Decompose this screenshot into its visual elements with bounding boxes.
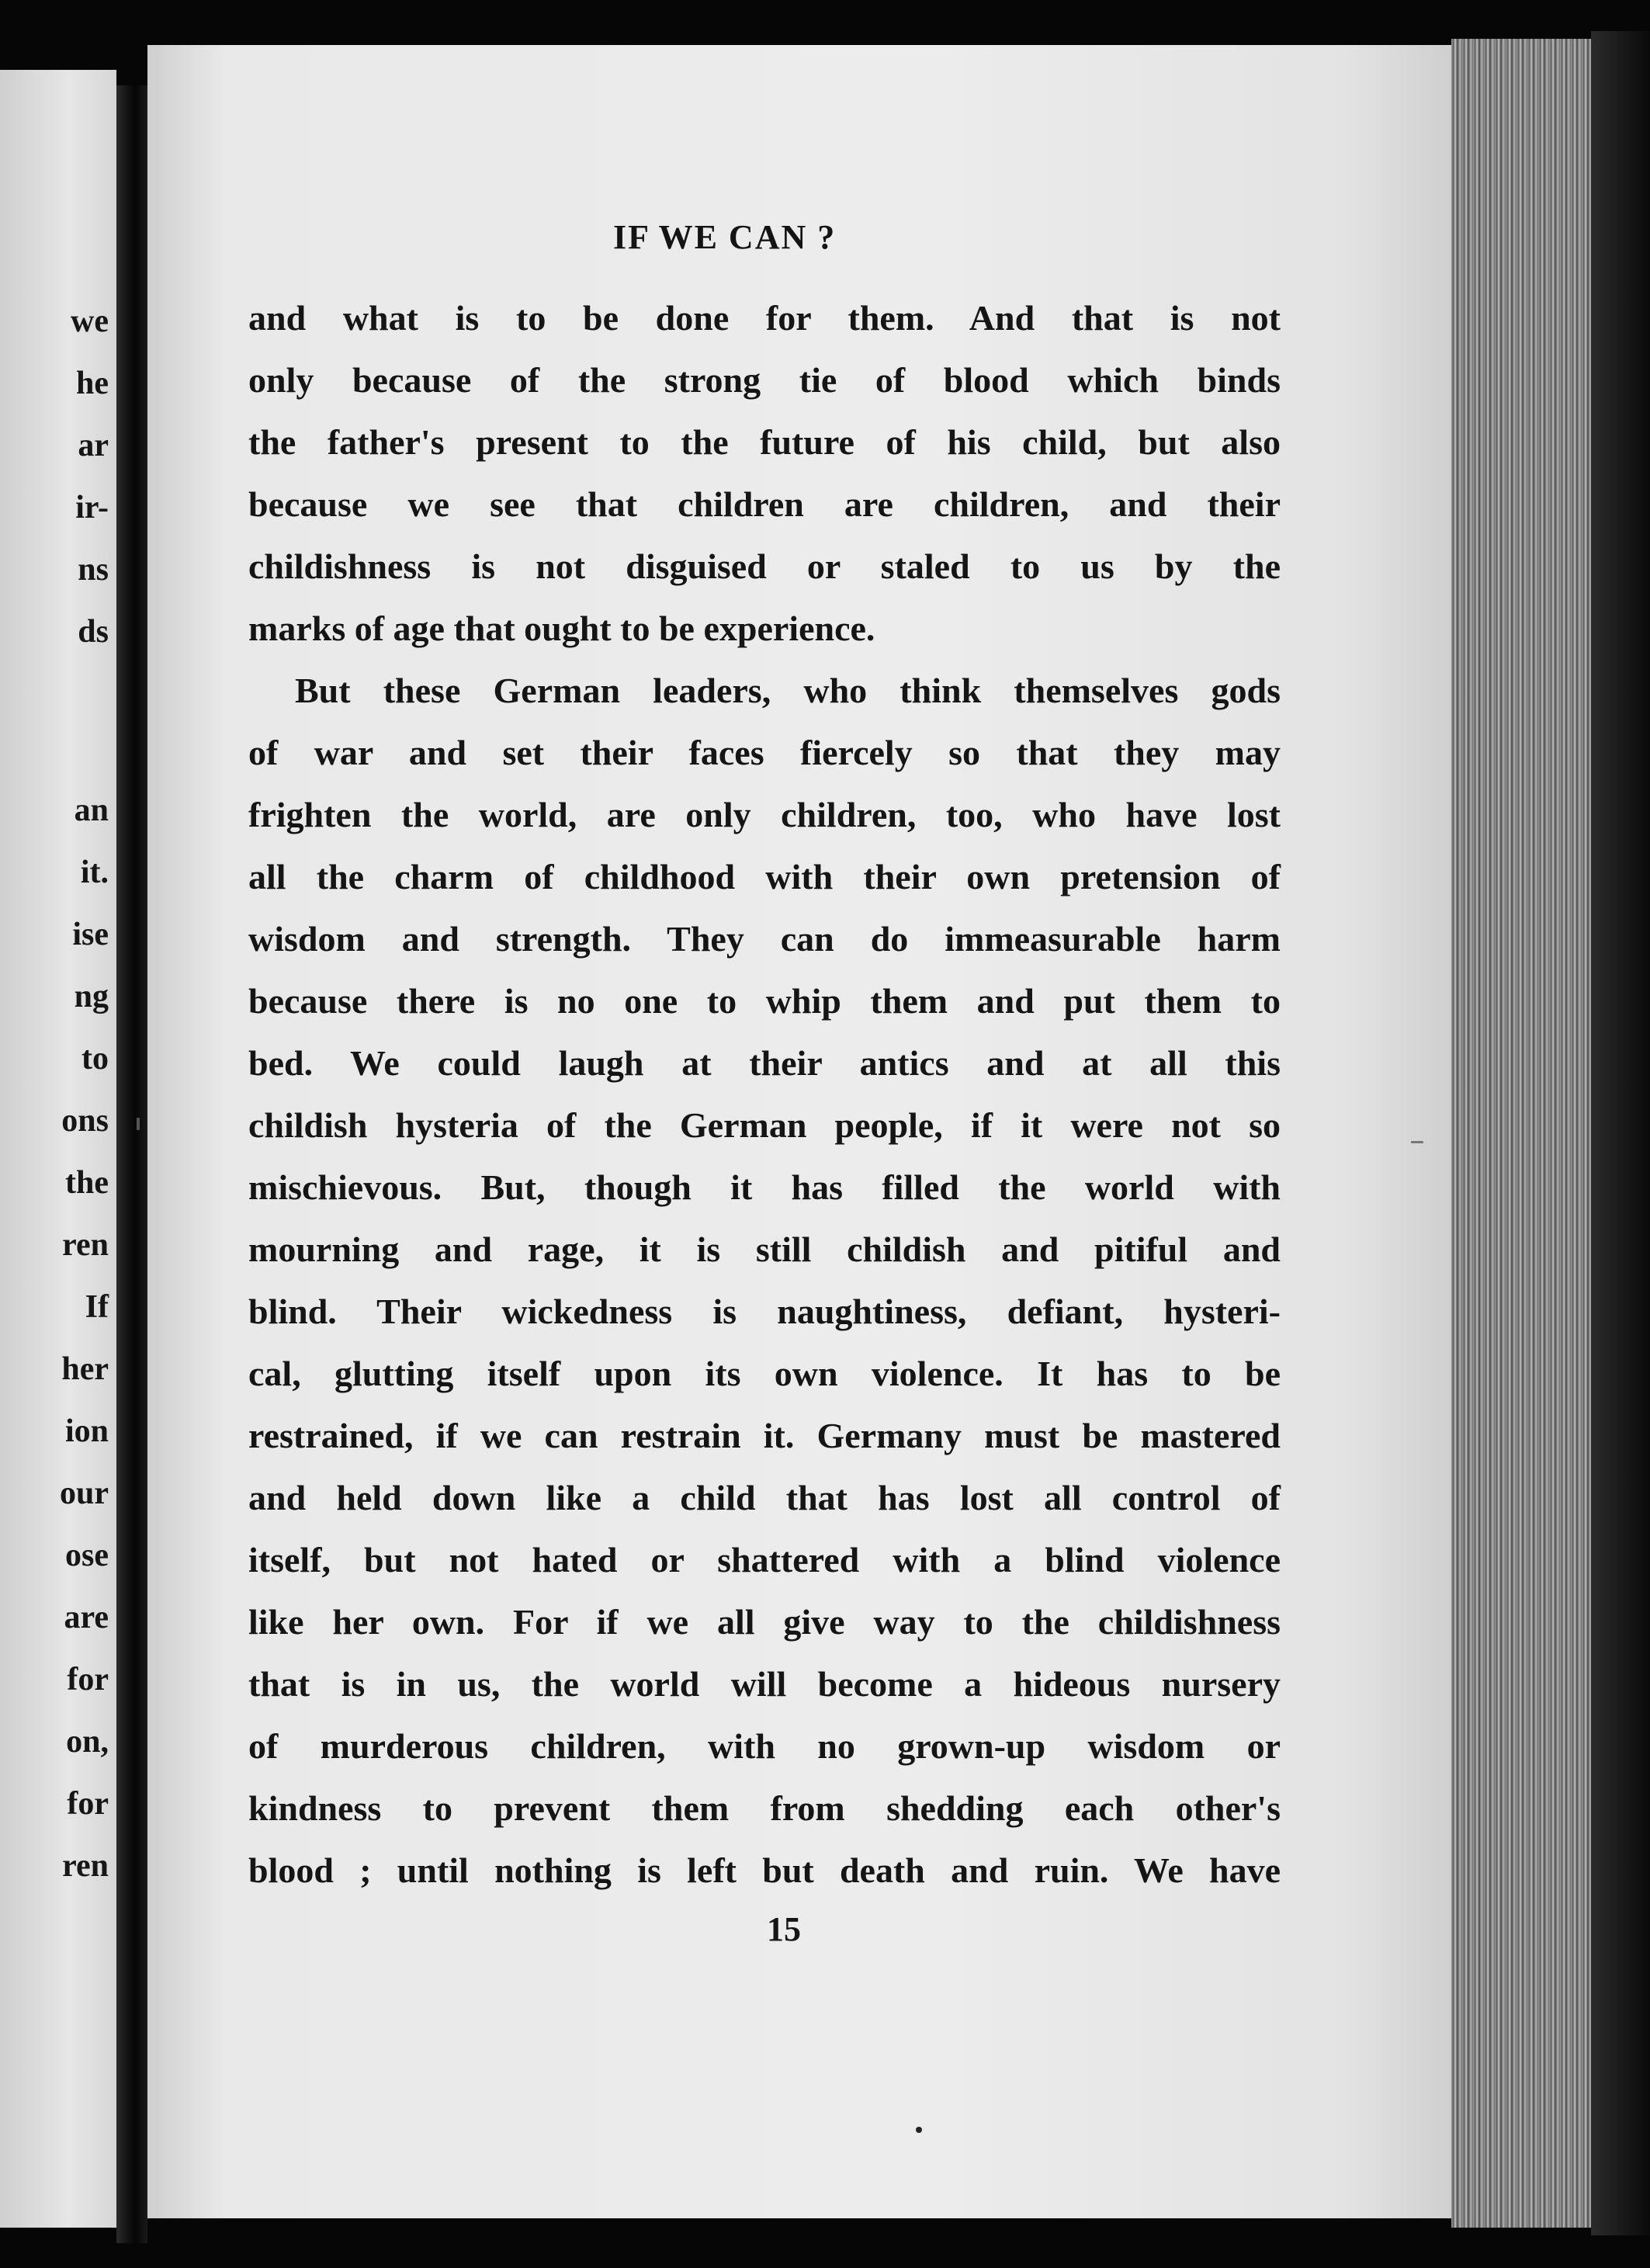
left-page-line: for	[67, 1786, 109, 1822]
text-line: mischievous. But, though it has filled the world with	[248, 1167, 1281, 1207]
text-line: mourning and rage, it is still childish and pitiful and	[248, 1229, 1281, 1269]
text-line: like her own. For if we all give way to the childishness	[248, 1602, 1281, 1642]
left-page-line: ng	[74, 979, 109, 1014]
left-page-line: ion	[64, 1413, 109, 1449]
left-page-line: her	[61, 1351, 109, 1387]
text-line: childishness is not disguised or staled to us by the	[248, 546, 1281, 586]
book-cover-edge	[1591, 31, 1650, 2235]
left-page-line: an	[74, 792, 109, 828]
text-line: blind. Their wickedness is naughtiness, defiant, hysteri-	[248, 1292, 1281, 1331]
text-line: blood ; until nothing is left but death and ruin. We have	[248, 1850, 1281, 1890]
left-page-line: ir-	[75, 490, 109, 525]
left-page-line: ren	[62, 1227, 109, 1263]
running-head: IF WE CAN ?	[613, 218, 837, 256]
text-line: childish hysteria of the German people, if it were not so	[248, 1105, 1281, 1145]
text-line: that is in us, the world will become a hideous nursery	[248, 1664, 1281, 1704]
text-line: kindness to prevent them from shedding each other's	[248, 1788, 1281, 1828]
left-page-line: ren	[62, 1848, 109, 1884]
text-line: because there is no one to whip them and put them to	[248, 981, 1281, 1021]
left-page-line: on,	[66, 1724, 109, 1760]
book-gutter	[116, 85, 147, 2243]
text-line: all the charm of childhood with their own pretension of	[248, 857, 1281, 896]
left-page-line: the	[65, 1165, 109, 1201]
text-line: But these German leaders, who think themselves gods	[295, 671, 1281, 710]
text-line: itself, but not hated or shattered with a blind violence	[248, 1540, 1281, 1580]
page-edges	[1451, 39, 1591, 2228]
left-page-line: If	[85, 1289, 109, 1325]
text-line: wisdom and strength. They can do immeasurable harm	[248, 919, 1281, 959]
text-line: and what is to be done for them. And that is not	[248, 298, 1281, 338]
text-line: the father's present to the future of his child, but also	[248, 422, 1281, 462]
text-line: because we see that children are children, and their	[248, 484, 1281, 524]
left-page-line: it.	[80, 855, 109, 890]
text-line: restrained, if we can restrain it. Germany must be mastered	[248, 1416, 1281, 1455]
left-page-line: ons	[61, 1103, 109, 1139]
left-page-line: ds	[78, 614, 109, 650]
left-page-line: we	[71, 303, 109, 339]
scan-speck	[137, 1118, 140, 1130]
text-line: of war and set their faces fiercely so that they may	[248, 733, 1281, 772]
text-line: marks of age that ought to be experience.	[248, 609, 875, 648]
left-page-line: ar	[78, 428, 109, 463]
text-line: only because of the strong tie of blood which binds	[248, 360, 1281, 400]
left-page-line: ns	[78, 552, 109, 588]
text-line: bed. We could laugh at their antics and at all this	[248, 1043, 1281, 1083]
text-line: and held down like a child that has lost all control of	[248, 1478, 1281, 1517]
left-page-line: our	[60, 1476, 109, 1511]
scan-speck	[916, 2127, 922, 2133]
left-page-line: ise	[72, 917, 109, 952]
text-line: cal, glutting itself upon its own violence. It has to be	[248, 1354, 1281, 1393]
text-line: frighten the world, are only children, too, who have lost	[248, 795, 1281, 834]
left-page-line: ose	[65, 1538, 109, 1573]
text-line: of murderous children, with no grown-up wisdom or	[248, 1726, 1281, 1766]
previous-page-fragment	[0, 70, 116, 2228]
left-page-line: for	[67, 1662, 109, 1698]
left-page-line: he	[76, 366, 109, 401]
left-page-line: are	[64, 1600, 109, 1635]
page-number: 15	[767, 1910, 801, 1948]
left-page-line: to	[81, 1041, 109, 1077]
scan-speck	[1411, 1141, 1423, 1143]
